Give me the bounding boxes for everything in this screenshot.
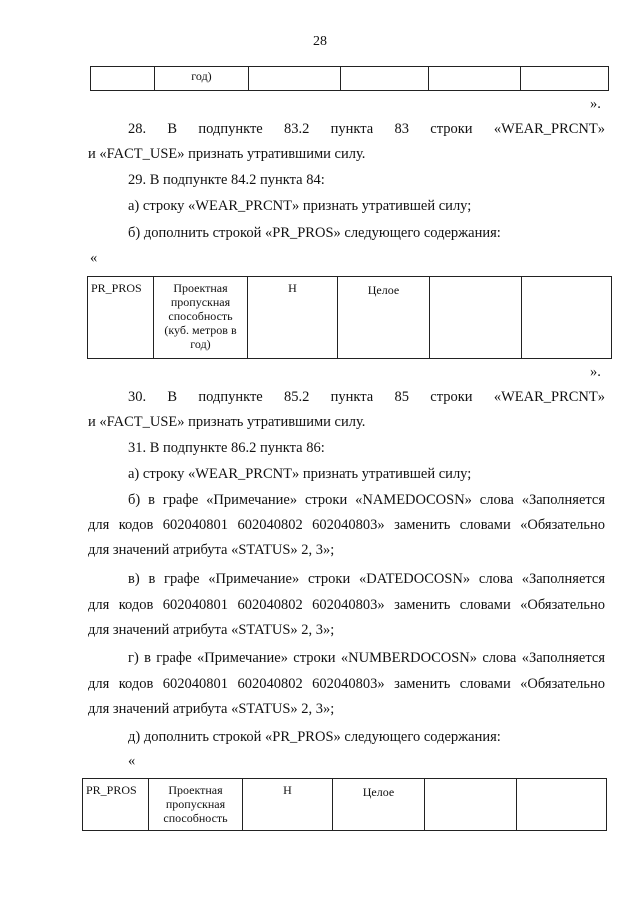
field-code-cell: PR_PROS [83, 779, 149, 831]
paragraph-31v-line3: для значений атрибута «STATUS» 2, 3»; [88, 622, 335, 638]
closing-quote: ». [590, 96, 601, 112]
opening-quote: « [128, 753, 136, 769]
table-pr-pros-1 [87, 276, 612, 359]
closing-quote: ». [590, 364, 601, 380]
table-cell [522, 277, 612, 359]
paragraph-31b-line2: для кодов 602040801 602040802 602040803» заменить словами «Обязательно [88, 517, 605, 533]
paragraph-31b-line1: б) в графе «Примечание» строки «NAMEDOCOSN» слова «Заполняется [128, 492, 605, 508]
table-pr-pros-2 [82, 778, 607, 831]
paragraph-31g-line3: для значений атрибута «STATUS» 2, 3»; [88, 701, 335, 717]
page-number: 28 [313, 34, 327, 49]
table-cell [341, 67, 429, 91]
paragraph-31: 31. В подпункте 86.2 пункта 86: [128, 440, 325, 456]
paragraph-30-line2: и «FACT_USE» признать утратившими силу. [88, 414, 366, 430]
paragraph-31v-line1: в) в графе «Примечание» строки «DATEDOCOSN» слова «Заполняется [128, 571, 605, 587]
table-top-fragment [90, 66, 609, 91]
table-cell [91, 67, 155, 91]
field-required-cell: Н [248, 277, 338, 359]
table-row [91, 67, 609, 91]
field-type-cell: Целое [333, 779, 425, 831]
table-cell [249, 67, 341, 91]
paragraph-31g-line1: г) в графе «Примечание» строки «NUMBERDOCOSN» слова «Заполняется [128, 650, 605, 666]
table-cell: год) [155, 67, 249, 91]
table-row [83, 779, 607, 831]
field-type-cell: Целое [338, 277, 430, 359]
table-row [88, 277, 612, 359]
field-required-cell: Н [243, 779, 333, 831]
paragraph-28-line2: и «FACT_USE» признать утратившими силу. [88, 146, 366, 162]
paragraph-31d: д) дополнить строкой «PR_PROS» следующего содержания: [128, 729, 501, 745]
paragraph-30-line1: 30. В подпункте 85.2 пункта 85 строки «WEAR_PRCNT» [128, 389, 605, 405]
table-cell [521, 67, 609, 91]
field-name-cell: Проектная пропускная способность (куб. метров в год) [154, 277, 248, 359]
table-cell [517, 779, 607, 831]
paragraph-29a: а) строку «WEAR_PRCNT» признать утратившей силу; [128, 198, 472, 214]
opening-quote: « [90, 250, 98, 266]
paragraph-29b: б) дополнить строкой «PR_PROS» следующего содержания: [128, 225, 501, 241]
paragraph-31a: а) строку «WEAR_PRCNT» признать утратившей силу; [128, 466, 472, 482]
field-name-cell: Проектная пропускная способность [149, 779, 243, 831]
paragraph-31v-line2: для кодов 602040801 602040802 602040803» заменить словами «Обязательно [88, 597, 605, 613]
table-cell [425, 779, 517, 831]
paragraph-28-line1: 28. В подпункте 83.2 пункта 83 строки «WEAR_PRCNT» [128, 121, 605, 137]
paragraph-31b-line3: для значений атрибута «STATUS» 2, 3»; [88, 542, 335, 558]
paragraph-31g-line2: для кодов 602040801 602040802 602040803» заменить словами «Обязательно [88, 676, 605, 692]
table-cell [429, 67, 521, 91]
paragraph-29: 29. В подпункте 84.2 пункта 84: [128, 172, 325, 188]
field-code-cell: PR_PROS [88, 277, 154, 359]
table-cell [430, 277, 522, 359]
